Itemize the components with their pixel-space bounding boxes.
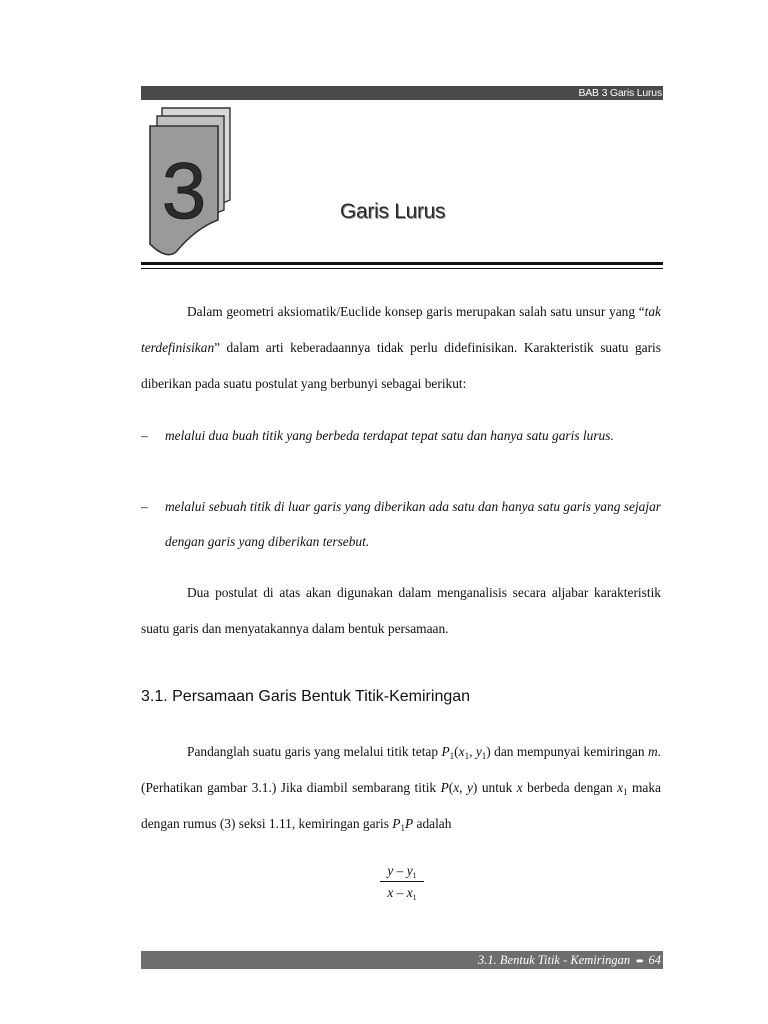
chapter-number-icon [148,104,244,260]
fraction-bar [380,881,424,882]
text-run: berbeda dengan [522,780,618,795]
formula-denominator [380,884,424,902]
intro-text-emphasis: tak terdefinisikan [141,304,661,355]
bullet-dash: – [141,428,148,443]
comma: , [459,780,467,795]
intro-text-a: Dalam geometri aksiomatik/Euclide konsep garis merupakan salah satu unsur yang “ [187,304,645,319]
formula-numerator [380,862,424,880]
postulate-summary-paragraph [141,575,661,647]
var-P: P [404,816,414,831]
footer-section-label: 3.1. Bentuk Titik - Kemiringan [478,953,631,967]
intro-paragraph [141,294,661,402]
text-run: . (Perhatikan gambar 3.1.) Jika diambil sembarang titik [141,744,661,795]
var-m: m [647,744,658,759]
point-slope-paragraph [141,734,661,842]
arrow-icon: ➨ [636,956,645,967]
num-subscript: 1 [412,871,417,880]
den-subscript: 1 [412,893,417,902]
text-run: maka dengan rumus (3) seksi 1.11, kemiringan garis [141,780,661,831]
var-x: x [516,780,523,795]
var-P: P [440,780,449,795]
summary-text: Dua postulat di atas akan digunakan dalam menganalisis secara aljabar karakteristik suatu garis dan menyatakannya dalam bentuk persamaan. [141,585,661,636]
page-footer [141,951,663,969]
num-operator: – [393,863,407,878]
var-y: y [466,780,473,795]
subscript: 1 [481,751,487,761]
num-var: y [387,863,394,878]
title-rule-thick [141,262,663,265]
page-number: 64 [648,953,661,967]
subscript: 1 [464,751,470,761]
postulate-item [141,418,661,453]
var-x: x [458,744,465,759]
var-x: x [453,780,460,795]
subscript: 1 [449,751,455,761]
running-header [141,86,663,100]
text-run: adalah [413,816,452,831]
slope-formula [380,862,424,902]
var-P: P [392,816,401,831]
chapter-number: 3 [161,146,207,235]
paren: ( [448,780,454,795]
comma: , [469,744,476,759]
intro-text-b: ” dalam arti keberadaannya tidak perlu didefinisikan. Karakteristik suatu garis diberikan pada suatu postulat yang berbunyi sebagai berikut: [141,340,661,391]
bullet-dash: – [141,499,148,514]
chapter-title: Garis Lurus [340,200,446,223]
num-var2: y [406,863,413,878]
running-title: BAB 3 Garis Lurus [578,87,662,99]
postulate-text: melalui sebuah titik di luar garis yang diberikan ada satu dan hanya satu garis yang sejajar dengan garis yang diberikan tersebut. [165,499,661,549]
paren: ( [454,744,459,759]
var-P: P [441,744,450,759]
postulate-text: melalui dua buah titik yang berbeda terdapat tepat satu dan hanya satu garis lurus. [165,428,614,443]
var-y: y [475,744,482,759]
subscript: 1 [400,823,405,833]
var-x: x [617,780,624,795]
den-operator: – [393,885,407,900]
den-var2: x [406,885,413,900]
den-var: x [387,885,394,900]
text-run: Pandanglah suatu garis yang melalui titik tetap [187,744,442,759]
subscript: 1 [623,787,628,797]
title-rule-thin [141,268,663,269]
postulate-item [141,489,661,559]
text-run: ) dan mempunyai kemiringan [486,744,648,759]
text-run: ) untuk [472,780,517,795]
section-heading: 3.1. Persamaan Garis Bentuk Titik-Kemiringan [141,688,471,705]
